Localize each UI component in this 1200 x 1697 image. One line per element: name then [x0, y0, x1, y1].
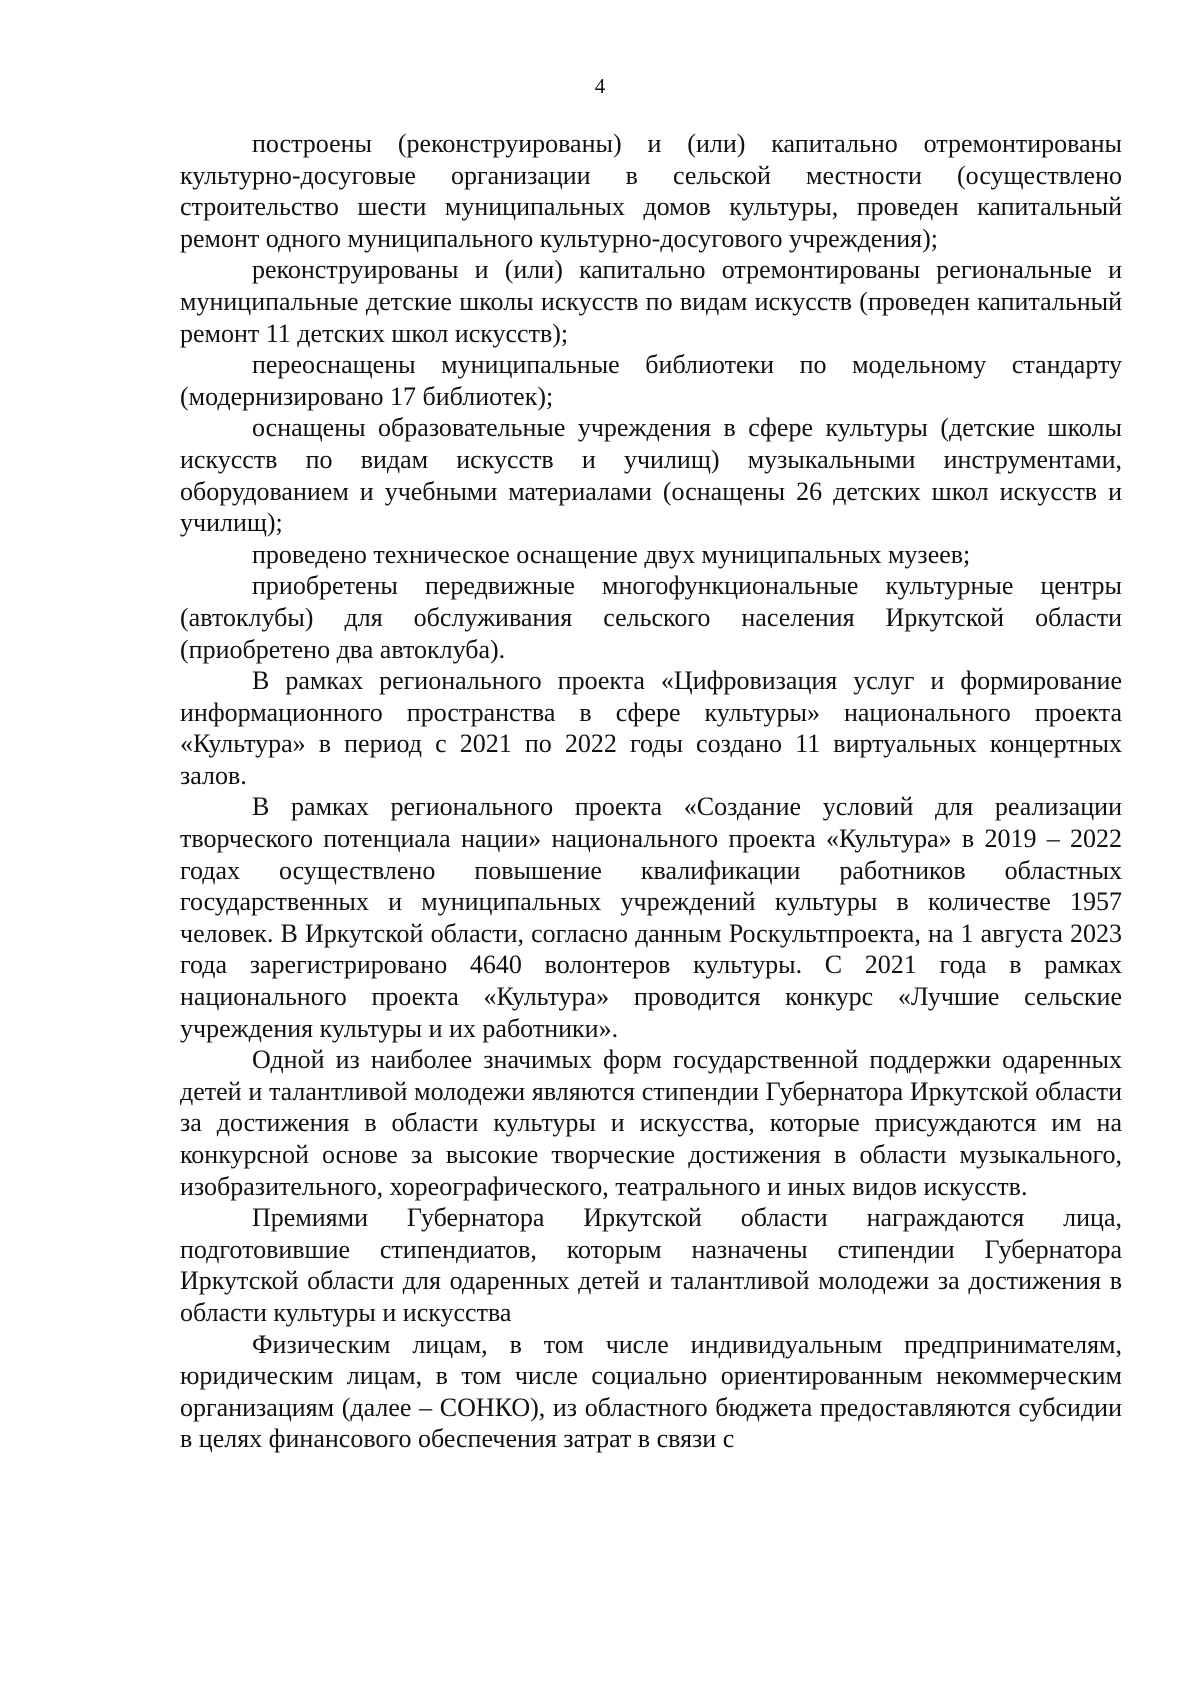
paragraph-art-schools-repair: реконструированы и (или) капитально отремонтированы региональные и муниципальные детские школы искусств по видам искусств (проведен капитальный ремонт 11 детских школ искусств);: [180, 255, 1122, 348]
paragraph-subsidies: Физическим лицам, в том числе индивидуальным предпринимателям, юридическим лицам, в том числе социально ориентированным некоммерческим организациям (далее – СОНКО), из областного бюджета предоставляются субсидии в целях финансового обеспечения затрат в связи с: [180, 1329, 1122, 1454]
paragraph-reconstructed-cultural-centers: построены (реконструированы) и (или) капитально отремонтированы культурно-досуговые организации в сельской местности (осуществлено строительство шести муниципальных домов культуры, проведен капитальный ремонт одного муниципального культурно-досугового учреждения);: [180, 129, 1122, 253]
paragraph-autoclubs: приобретены передвижные многофункциональные культурные центры (автоклубы) для обслуживания сельского населения Иркутской области (приобретено два автоклуба).: [180, 571, 1122, 664]
page-number: 4: [594, 74, 606, 98]
paragraph-virtual-concert-halls: В рамках регионального проекта «Цифровизация услуг и формирование информационного пространства в сфере культуры» национального проекта «Культура» в период с 2021 по 2022 годы создано 11 виртуальных концертных залов.: [180, 666, 1122, 790]
paragraph-creative-potential: В рамках регионального проекта «Создание условий для реализации творческого потенциала нации» национального проекта «Культура» в 2019 – 2022 годах осуществлено повышение квалификации работников областных государственных и муниципальных учреждений культуры в количестве 1957 человек. В Иркутской области, согласно данным Роскультпроекта, на 1 августа 2023 года зарегистрировано 4640 волонтеров культуры. С 2021 года в рамках национального проекта «Культура» проводится конкурс «Лучшие сельские учреждения культуры и их работники».: [180, 792, 1122, 1043]
paragraph-governor-scholarships: Одной из наиболее значимых форм государственной поддержки одаренных детей и талантливой молодежи являются стипендии Губернатора Иркутской области за достижения в области культуры и искусства, которые присуждаются им на конкурсной основе за высокие творческие достижения в области музыкального, изобразительного, хореографического, театрального и иных видов искусств.: [180, 1045, 1122, 1201]
paragraph-governor-prizes: Премиями Губернатора Иркутской области награждаются лица, подготовившие стипендиатов, которым назначены стипендии Губернатора Иркутской области для одаренных детей и талантливой молодежи за достижения в области культуры и искусства: [180, 1203, 1122, 1327]
paragraph-museums: проведено техническое оснащение двух муниципальных музеев;: [252, 539, 971, 569]
paragraph-instruments-equipment: оснащены образовательные учреждения в сфере культуры (детские школы искусств по видам искусств и училищ) музыкальными инструментами, оборудованием и учебными материалами (оснащены 26 детских школ искусств и училищ);: [180, 413, 1122, 538]
paragraph-libraries: переоснащены муниципальные библиотеки по модельному стандарту (модернизировано 17 библиотек);: [180, 350, 1122, 411]
document-body: [180, 128, 1122, 1455]
